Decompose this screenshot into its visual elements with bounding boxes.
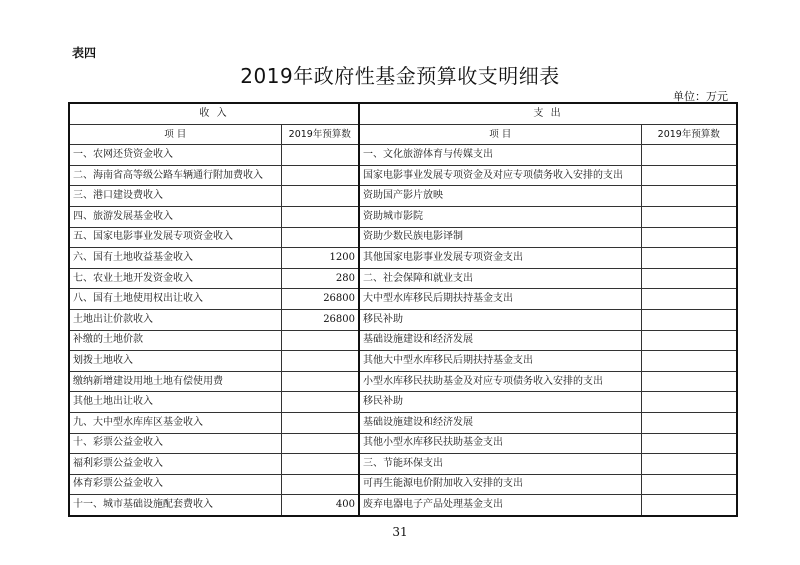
table-body xyxy=(69,145,737,516)
expense-item-cell: 移民补助 xyxy=(359,309,641,330)
expense-value-cell xyxy=(641,392,737,413)
income-item-cell: 九、大中型水库库区基金收入 xyxy=(69,412,281,433)
income-value-cell xyxy=(281,371,359,392)
expense-value-cell xyxy=(641,227,737,248)
column-header-row xyxy=(69,124,737,145)
income-value-cell xyxy=(281,227,359,248)
expense-value-cell xyxy=(641,268,737,289)
income-value-cell xyxy=(281,186,359,207)
expense-value-cell xyxy=(641,474,737,495)
income-value-cell: 26800 xyxy=(281,289,359,310)
income-value-cell xyxy=(281,433,359,454)
expense-item-cell: 移民补助 xyxy=(359,392,641,413)
income-item-cell: 缴纳新增建设用地土地有偿使用费 xyxy=(69,371,281,392)
unit-label: 单位：万元 xyxy=(673,90,728,103)
page-title: 2019年政府性基金预算收支明细表 xyxy=(240,64,560,88)
expense-item-cell: 二、社会保障和就业支出 xyxy=(359,268,641,289)
income-item-cell: 七、农业土地开发资金收入 xyxy=(69,268,281,289)
expense-item-header: 项 目 xyxy=(359,124,641,145)
table-row xyxy=(69,351,737,372)
income-item-header: 项 目 xyxy=(69,124,281,145)
expense-item-cell: 其他大中型水库移民后期扶持基金支出 xyxy=(359,351,641,372)
income-item-cell: 补缴的土地价款 xyxy=(69,330,281,351)
table-row xyxy=(69,145,737,166)
income-item-cell: 十、彩票公益金收入 xyxy=(69,433,281,454)
income-item-cell: 福利彩票公益金收入 xyxy=(69,454,281,475)
expense-item-cell: 基础设施建设和经济发展 xyxy=(359,330,641,351)
table-row xyxy=(69,371,737,392)
income-value-cell xyxy=(281,474,359,495)
expense-item-cell: 资助少数民族电影译制 xyxy=(359,227,641,248)
income-value-cell xyxy=(281,392,359,413)
income-value-cell xyxy=(281,145,359,166)
income-item-cell: 五、国家电影事业发展专项资金收入 xyxy=(69,227,281,248)
income-budget-header: 2019年预算数 xyxy=(281,124,359,145)
expense-item-cell: 资助城市影院 xyxy=(359,206,641,227)
table-row xyxy=(69,454,737,475)
income-header: 收 入 xyxy=(69,103,359,124)
table-row xyxy=(69,186,737,207)
expense-value-cell xyxy=(641,186,737,207)
income-value-cell: 1200 xyxy=(281,248,359,269)
expense-value-cell xyxy=(641,206,737,227)
income-item-cell: 三、港口建设费收入 xyxy=(69,186,281,207)
expense-value-cell xyxy=(641,289,737,310)
expense-header: 支 出 xyxy=(359,103,737,124)
income-item-cell: 划拨土地收入 xyxy=(69,351,281,372)
table-row xyxy=(69,165,737,186)
income-item-cell: 二、海南省高等级公路车辆通行附加费收入 xyxy=(69,165,281,186)
page-number: 31 xyxy=(392,525,408,539)
table-row xyxy=(69,268,737,289)
expense-item-cell: 基础设施建设和经济发展 xyxy=(359,412,641,433)
income-item-cell: 四、旅游发展基金收入 xyxy=(69,206,281,227)
expense-value-cell xyxy=(641,248,737,269)
income-item-cell: 十一、城市基础设施配套费收入 xyxy=(69,495,281,516)
income-value-cell xyxy=(281,330,359,351)
income-value-cell xyxy=(281,412,359,433)
expense-value-cell xyxy=(641,495,737,516)
expense-item-cell: 废弃电器电子产品处理基金支出 xyxy=(359,495,641,516)
expense-value-cell xyxy=(641,351,737,372)
expense-value-cell xyxy=(641,371,737,392)
expense-item-cell: 小型水库移民扶助基金及对应专项债务收入安排的支出 xyxy=(359,371,641,392)
expense-value-cell xyxy=(641,412,737,433)
expense-value-cell xyxy=(641,165,737,186)
expense-item-cell: 大中型水库移民后期扶持基金支出 xyxy=(359,289,641,310)
income-item-cell: 体育彩票公益金收入 xyxy=(69,474,281,495)
table-row xyxy=(69,330,737,351)
table-row xyxy=(69,309,737,330)
section-header-row xyxy=(69,103,737,124)
table-row xyxy=(69,227,737,248)
expense-item-cell: 三、节能环保支出 xyxy=(359,454,641,475)
table-label: 表四 xyxy=(72,46,97,60)
budget-table xyxy=(68,102,738,517)
expense-value-cell xyxy=(641,454,737,475)
table-row xyxy=(69,433,737,454)
expense-item-cell: 国家电影事业发展专项资金及对应专项债务收入安排的支出 xyxy=(359,165,641,186)
expense-item-cell: 资助国产影片放映 xyxy=(359,186,641,207)
expense-value-cell xyxy=(641,330,737,351)
expense-item-cell: 可再生能源电价附加收入安排的支出 xyxy=(359,474,641,495)
income-item-cell: 其他土地出让收入 xyxy=(69,392,281,413)
table-row xyxy=(69,206,737,227)
table-row xyxy=(69,392,737,413)
expense-value-cell xyxy=(641,145,737,166)
income-item-cell: 一、农网还贷资金收入 xyxy=(69,145,281,166)
table-row xyxy=(69,289,737,310)
expense-value-cell xyxy=(641,309,737,330)
expense-budget-header: 2019年预算数 xyxy=(641,124,737,145)
income-value-cell: 26800 xyxy=(281,309,359,330)
table-row xyxy=(69,412,737,433)
income-item-cell: 八、国有土地使用权出让收入 xyxy=(69,289,281,310)
income-value-cell: 280 xyxy=(281,268,359,289)
expense-value-cell xyxy=(641,433,737,454)
income-value-cell xyxy=(281,206,359,227)
table-row xyxy=(69,474,737,495)
income-item-cell: 六、国有土地收益基金收入 xyxy=(69,248,281,269)
income-value-cell: 400 xyxy=(281,495,359,516)
expense-item-cell: 其他国家电影事业发展专项资金支出 xyxy=(359,248,641,269)
table-row xyxy=(69,248,737,269)
income-item-cell: 土地出让价款收入 xyxy=(69,309,281,330)
income-value-cell xyxy=(281,454,359,475)
income-value-cell xyxy=(281,351,359,372)
income-value-cell xyxy=(281,165,359,186)
expense-item-cell: 其他小型水库移民扶助基金支出 xyxy=(359,433,641,454)
expense-item-cell: 一、文化旅游体育与传媒支出 xyxy=(359,145,641,166)
table-row xyxy=(69,495,737,516)
